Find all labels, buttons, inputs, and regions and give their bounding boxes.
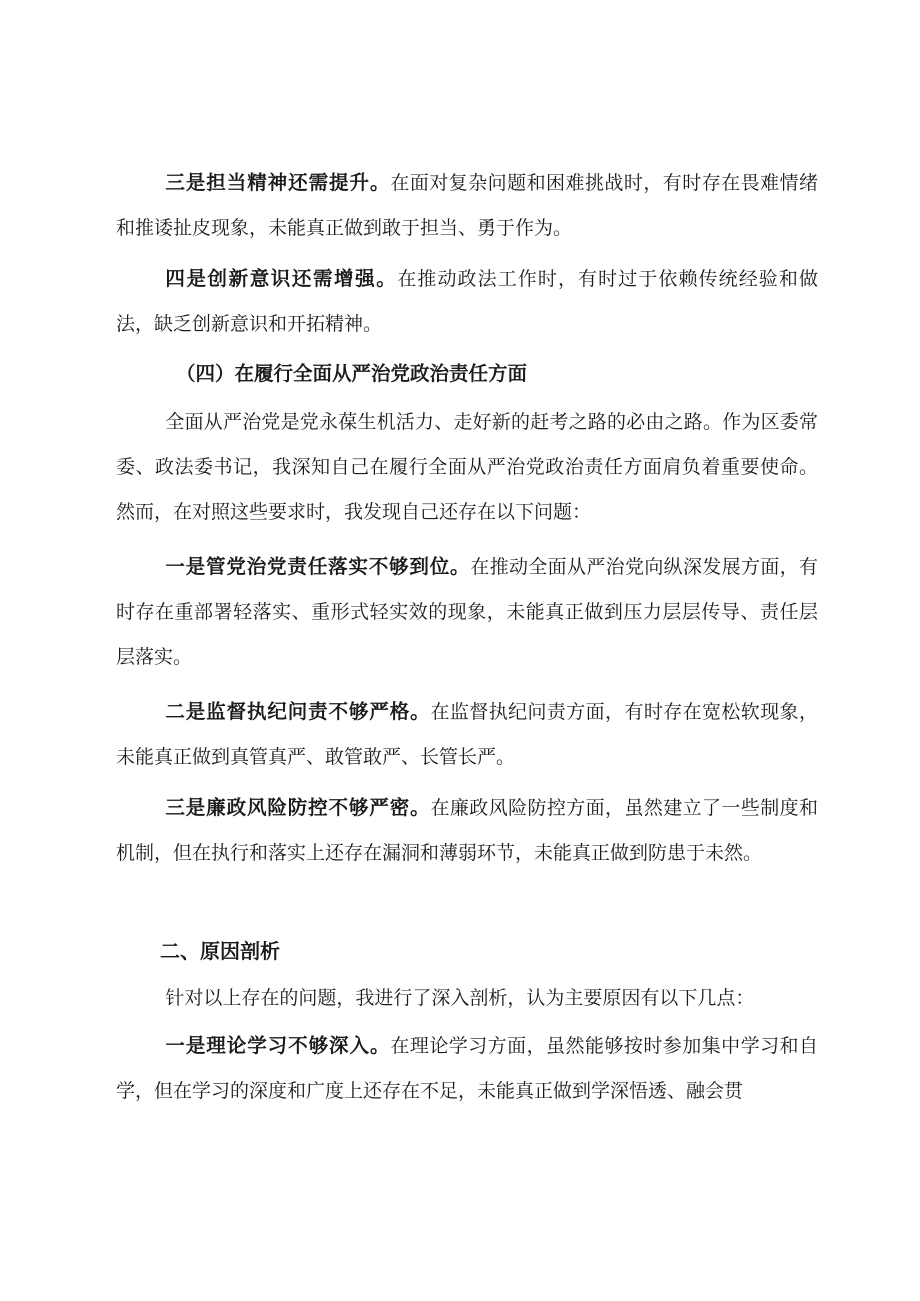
paragraph-lead: 一是理论学习不够深入。 <box>165 1034 391 1057</box>
paragraph-responsibility <box>116 160 818 251</box>
paragraph-body: 全面从严治党是党永葆生机活力、走好新的赶考之路的必由之路。作为区委常委、政法委书记，我深知自己在履行全面从严治党政治责任方面肩负着重要使命。然而，在对照这些要求时，我发现自己还存在以下问题： <box>116 411 818 523</box>
paragraph-lead: 四是创新意识还需增强。 <box>165 267 398 290</box>
subsection-heading: （四）在履行全面从严治党政治责任方面 <box>176 362 528 385</box>
paragraph-analysis-intro <box>116 976 818 1021</box>
paragraph-body: 针对以上存在的问题，我进行了深入剖析，认为主要原因有以下几点： <box>165 987 755 1009</box>
paragraph-innovation <box>116 256 818 347</box>
paragraph-theory-study <box>116 1023 818 1114</box>
paragraph-body: 在廉政风险防控方面，虽然建立了一些制度和机制，但在执行和落实上还存在漏洞和薄弱环节，未能真正做到防患于未然。 <box>116 797 818 864</box>
paragraph-supervision <box>116 689 818 780</box>
paragraph-body: 在推动政法工作时，有时过于依赖传统经验和做法，缺乏创新意识和开拓精神。 <box>116 268 818 335</box>
paragraph-body: 在面对复杂问题和困难挑战时，有时存在畏难情绪和推诿扯皮现象，未能真正做到敢于担当、勇于作为。 <box>116 172 818 239</box>
paragraph-party-governance <box>116 544 818 680</box>
paragraph-body: 在监督执纪问责方面，有时存在宽松软现象，未能真正做到真管真严、敢管敢严、长管长严。 <box>116 701 818 768</box>
paragraph-lead: 一是管党治党责任落实不够到位。 <box>165 555 471 578</box>
paragraph-intro <box>116 400 818 535</box>
paragraph-body: 在推动全面从严治党向纵深发展方面，有时存在重部署轻落实、重形式轻实效的现象，未能真正做到压力层层传导、责任层层落实。 <box>116 556 818 668</box>
paragraph-lead: 三是担当精神还需提升。 <box>165 171 391 194</box>
paragraph-body: 在理论学习方面，虽然能够按时参加集中学习和自学，但在学习的深度和广度上还存在不足，未能真正做到学深悟透、融会贯 <box>116 1035 818 1102</box>
paragraph-lead: 二是监督执纪问责不够严格。 <box>165 700 431 723</box>
paragraph-risk-control <box>116 785 818 876</box>
paragraph-lead: 三是廉政风险防控不够严密。 <box>165 796 431 819</box>
section-heading: 二、原因剖析 <box>160 939 280 963</box>
